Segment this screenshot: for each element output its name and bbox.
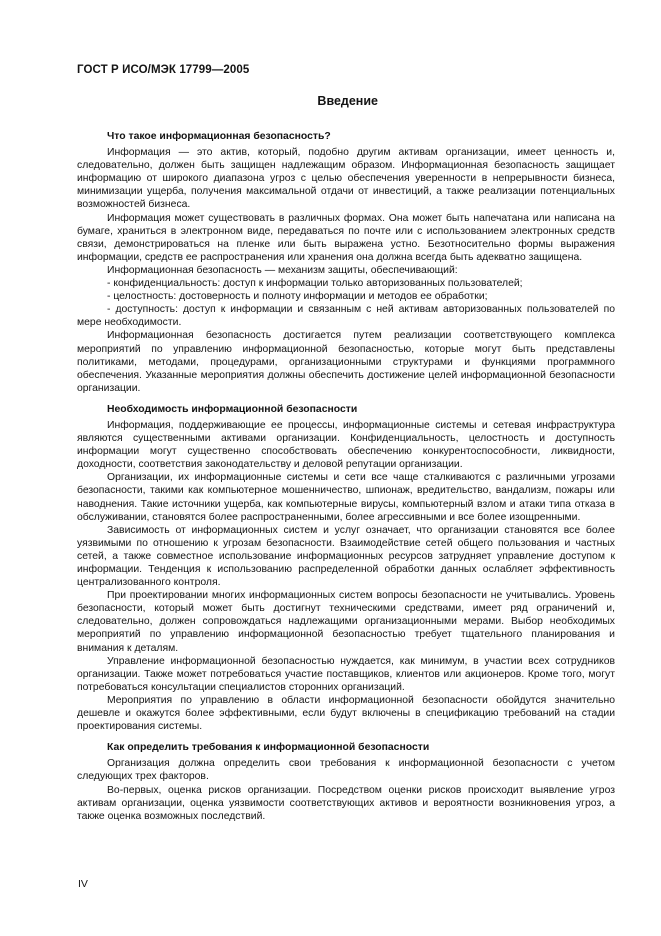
list-item-integrity: - целостность: достоверность и полноту информации и методов ее обработки;: [107, 291, 488, 303]
section-title: Введение: [317, 94, 378, 108]
paragraph: Информационная безопасность достигается путем реализации соответствующего комплекса мероприятий по управлению информационной безопасностью, которые могут быть представлены политиками, методами, процедурами, организационными структурами и функциями программного обеспечения. Указанные мероприятия должны обеспечить достижение целей информационной безопасности организации.: [77, 330, 615, 394]
paragraph: Информационная безопасность — механизм защиты, обеспечивающий:: [107, 264, 458, 276]
paragraph: Управление информационной безопасностью нуждается, как минимум, в участии всех сотрудников организации. Также может потребоваться участие поставщиков, клиентов или акционеров. Кроме того, могут потребоваться консультации специалистов сторонних организаций.: [77, 655, 615, 693]
paragraph: Организация должна определить свои требования к информационной безопасности с учетом следующих трех факторов.: [77, 758, 615, 783]
paragraph: При проектировании многих информационных систем вопросы безопасности не учитывались. Уровень безопасности, который может быть достигнут техническими средствами, имеет ряд ограничений и, следовательно, должен сопровождаться надлежащими организационными мерами. Выбор необходимых мероприятий по управлению информационной безопасностью требует тщательного планирования и внимания к деталям.: [77, 590, 615, 654]
paragraph: Организации, их информационные системы и сети все чаще сталкиваются с различными угрозами безопасности, такими как компьютерное мошенничество, шпионаж, вредительство, вандализм, пожары или наводнения. Такие источники ущерба, как компьютерные вирусы, компьютерный взлом и атаки типа отказа в обслуживании, становятся более распространенными, более агрессивными и все более изощренными.: [77, 472, 615, 523]
paragraph: Мероприятия по управлению в области информационной безопасности обойдутся значительно дешевле и окажутся более эффективными, если будут включены в спецификацию требований на стадии проектирования системы.: [77, 694, 615, 733]
paragraph: Информация — это актив, который, подобно другим активам организации, имеет ценность и, следовательно, должен быть защищен надлежащим образом. Информационная безопасность защищает информацию от широкого диапазона угроз с целью обеспечения уверенности в непрерывности бизнеса, минимизации ущерба, получения максимальной отдачи от инвестиций, а также реализации потенциальных возможностей бизнеса.: [77, 147, 615, 211]
list-item-confidentiality: - конфиденциальность: доступ к информации только авторизованных пользователей;: [107, 278, 523, 290]
list-item-availability: - доступность: доступ к информации и связанным с ней активам авторизованных пользователей по мере необходимости.: [77, 304, 615, 329]
paragraph: Информация, поддерживающие ее процессы, информационные системы и сетевая инфраструктура являются существенными активами организации. Конфиденциальность, целостность и доступность информации могут существенно способствовать обеспечению конкурентоспособности, ликвидности, доходности, соответствия законодательству и деловой репутации организации.: [77, 419, 615, 471]
heading-need-for-infosec: Необходимость информационной безопасности: [107, 403, 358, 415]
document-body: [77, 128, 615, 823]
heading-define-requirements: Как определить требования к информационной безопасности: [107, 742, 430, 754]
paragraph: Во-первых, оценка рисков организации. Посредством оценки рисков происходит выявление угроз активам организации, оценка уязвимости соответствующих активов и вероятности возникновения угроз, а также оценка возможных последствий.: [77, 784, 615, 822]
paragraph: Информация может существовать в различных формах. Она может быть напечатана или написана на бумаге, храниться в электронном виде, передаваться по почте или с использованием электронных средств связи, демонстрироваться на пленке или быть выражена устно. Безотносительно формы выражения информации, средств ее распространения или хранения она должна всегда быть адекватно защищена.: [77, 212, 615, 263]
heading-what-is-infosec: Что такое информационная безопасность?: [107, 131, 331, 142]
standard-designation: ГОСТ Р ИСО/МЭК 17799—2005: [77, 64, 250, 76]
paragraph: Зависимость от информационных систем и услуг означает, что организации становятся все более уязвимыми по отношению к угрозам безопасности. Взаимодействие сетей общего пользования и частных сетей, а также совместное использование информационных ресурсов затрудняет управление доступом к информации. Тенденция к использованию распределенной обработки данных ослабляет эффективность централизованного контроля.: [77, 524, 615, 589]
page-number: IV: [78, 878, 88, 890]
